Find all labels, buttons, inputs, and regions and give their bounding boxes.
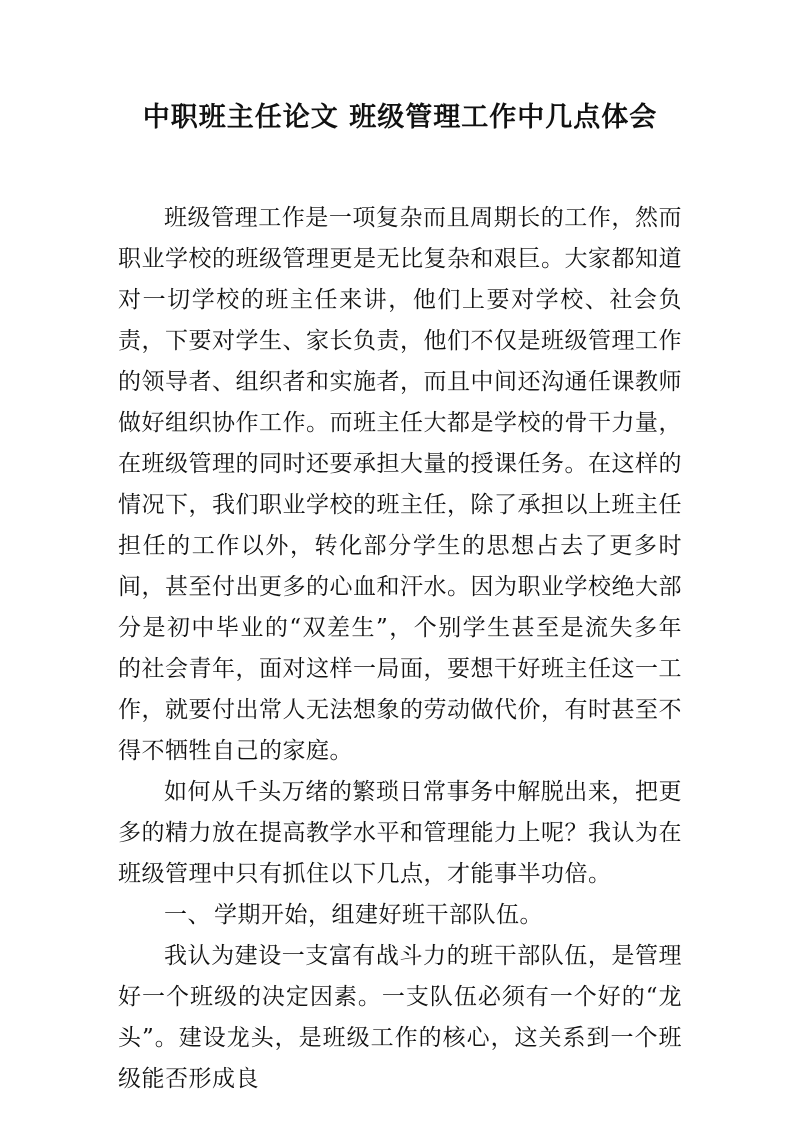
document-title: 中职班主任论文 班级管理工作中几点体会 [142, 102, 658, 133]
section-heading-1 [118, 895, 682, 936]
section-heading-text: 学期开始，组建好班干部队伍。 [214, 902, 543, 928]
paragraph-section-1: 我认为建设一支富有战斗力的班干部队伍，是管理好一个班级的决定因素。一支队伍必须有一个好的“龙头”。建设龙头，是班级工作的核心，这关系到一个班级能否形成良 [118, 943, 682, 1092]
paragraph-question: 如何从千头万绪的繁琐日常事务中解脱出来，把更多的精力放在提高教学水平和管理能力上呢？我认为在班级管理中只有抓住以下几点，才能事半功倍。 [118, 779, 682, 887]
paragraph-intro: 班级管理工作是一项复杂而且周期长的工作，然而职业学校的班级管理更是无比复杂和艰巨。大家都知道对一切学校的班主任来讲，他们上要对学校、社会负责，下要对学生、家长负责，他们不仅是班级管理工作的领导者、组织者和实施者，而且中间还沟通任课教师做好组织协作工作。而班主任大都是学校的骨干力量，在班级管理的同时还要承担大量的授课任务。在这样的情况下，我们职业学校的班主任，除了承担以上班主任担任的工作以外，转化部分学生的思想占去了更多时间，甚至付出更多的心血和汗水。因为职业学校绝大部分是初中毕业的“双差生”，个别学生甚至是流失多年的社会青年，面对这样一局面，要想干好班主任这一工作，就要付出常人无法想象的劳动做代价，有时甚至不得不牺牲自己的家庭。 [118, 205, 682, 764]
section-number: 一、 [164, 902, 211, 928]
document-body [118, 198, 682, 1100]
